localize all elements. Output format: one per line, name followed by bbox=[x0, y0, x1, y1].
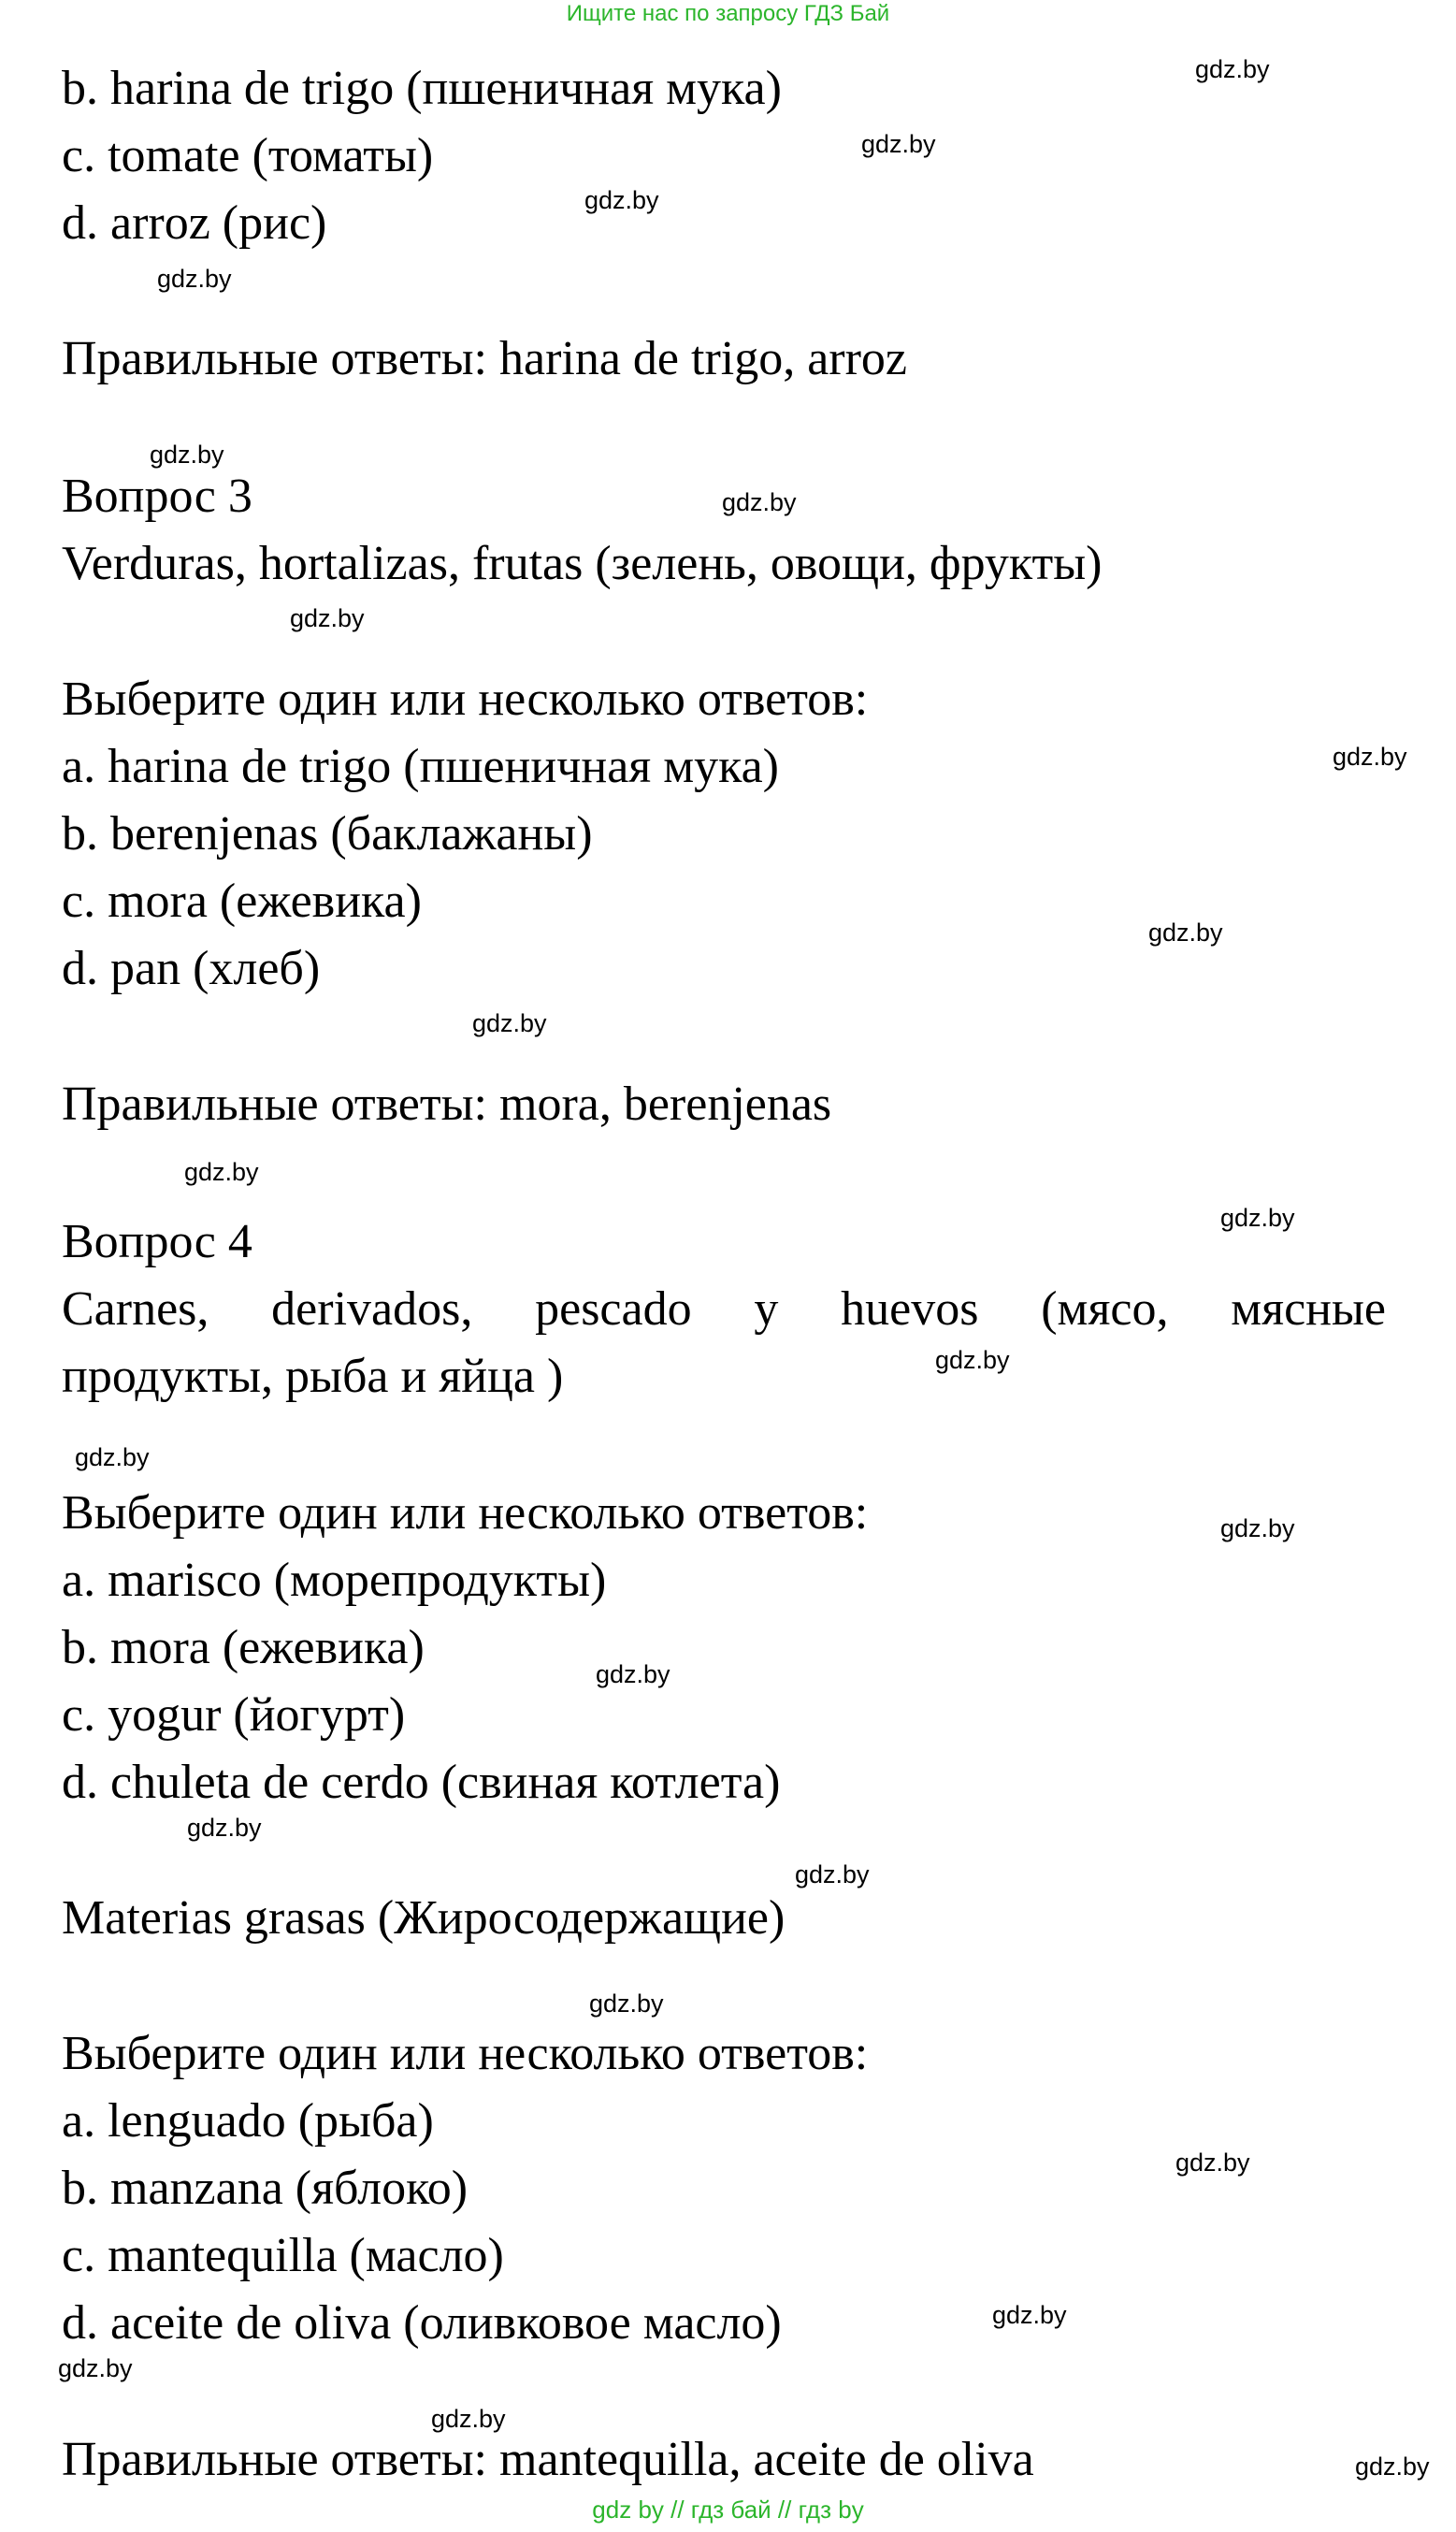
q4-topic-line2: продукты, рыба и яйца ) bbox=[62, 1350, 564, 1403]
watermark: gdz.by bbox=[992, 2301, 1067, 2329]
q5-option-c: c. mantequilla (масло) bbox=[62, 2229, 504, 2282]
watermark: gdz.by bbox=[935, 1346, 1010, 1374]
watermark: gdz.by bbox=[722, 488, 797, 516]
q4-title: Вопрос 4 bbox=[62, 1215, 252, 1268]
q2-option-c: c. tomate (томаты) bbox=[62, 129, 434, 182]
q3-topic: Verduras, hortalizas, frutas (зелень, овощи, фрукты) bbox=[62, 537, 1103, 590]
q4-option-b: b. mora (ежевика) bbox=[62, 1621, 425, 1674]
q3-option-a: a. harina de trigo (пшеничная мука) bbox=[62, 740, 779, 793]
watermark: gdz.by bbox=[472, 1009, 547, 1037]
watermark: gdz.by bbox=[584, 186, 659, 214]
watermark: gdz.by bbox=[1355, 2452, 1430, 2481]
watermark: gdz.by bbox=[1148, 919, 1223, 947]
q5-option-b: b. manzana (яблоко) bbox=[62, 2162, 469, 2215]
watermark: gdz.by bbox=[157, 265, 232, 293]
watermark: gdz.by bbox=[1175, 2149, 1250, 2177]
q3-title: Вопрос 3 bbox=[62, 470, 252, 523]
watermark: gdz.by bbox=[58, 2354, 133, 2382]
q4-prompt: Выберите один или несколько ответов: bbox=[62, 1486, 869, 1540]
watermark: gdz.by bbox=[1220, 1514, 1295, 1542]
search-hint-banner: Ищите нас по запросу ГДЗ Бай bbox=[566, 1, 890, 26]
watermark: gdz.by bbox=[795, 1860, 870, 1888]
watermark: gdz.by bbox=[1195, 55, 1270, 83]
q3-correct-answers: Правильные ответы: mora, berenjenas bbox=[62, 1078, 832, 1131]
watermark: gdz.by bbox=[75, 1443, 150, 1471]
q5-topic: Materias grasas (Жиросодержащие) bbox=[62, 1891, 786, 1945]
q4-option-d: d. chuleta de cerdo (свиная котлета) bbox=[62, 1756, 781, 1809]
watermark: gdz.by bbox=[861, 130, 936, 158]
q2-correct-answers: Правильные ответы: harina de trigo, arroz bbox=[62, 332, 908, 385]
watermark: gdz.by bbox=[150, 441, 224, 469]
watermark: gdz.by bbox=[290, 604, 365, 632]
watermark: gdz.by bbox=[187, 1814, 262, 1842]
q3-option-c: c. mora (ежевика) bbox=[62, 875, 422, 928]
q2-option-d: d. arroz (рис) bbox=[62, 196, 327, 250]
watermark: gdz.by bbox=[1333, 743, 1407, 771]
q4-option-a: a. marisco (морепродукты) bbox=[62, 1554, 607, 1607]
q3-prompt: Выберите один или несколько ответов: bbox=[62, 673, 869, 726]
q4-topic-line1: Carnes, derivados, pescado y huevos (мясо, мясные bbox=[62, 1282, 1386, 1336]
q2-option-b: b. harina de trigo (пшеничная мука) bbox=[62, 62, 782, 115]
watermark: gdz.by bbox=[1220, 1204, 1295, 1232]
q5-correct-answers: Правильные ответы: mantequilla, aceite de oliva bbox=[62, 2433, 1034, 2486]
watermark: gdz.by bbox=[431, 2405, 506, 2433]
watermark: gdz.by bbox=[184, 1158, 259, 1186]
q5-prompt: Выберите один или несколько ответов: bbox=[62, 2027, 869, 2080]
watermark: gdz.by bbox=[589, 1989, 664, 2018]
footer-links[interactable]: gdz by // гдз бай // гдз by bbox=[592, 2496, 864, 2524]
q4-option-c: c. yogur (йогурт) bbox=[62, 1688, 406, 1742]
q5-option-d: d. aceite de oliva (оливковое масло) bbox=[62, 2296, 782, 2350]
q3-option-b: b. berenjenas (баклажаны) bbox=[62, 807, 593, 861]
watermark: gdz.by bbox=[596, 1660, 670, 1688]
q5-option-a: a. lenguado (рыба) bbox=[62, 2094, 434, 2148]
q3-option-d: d. pan (хлеб) bbox=[62, 942, 321, 995]
